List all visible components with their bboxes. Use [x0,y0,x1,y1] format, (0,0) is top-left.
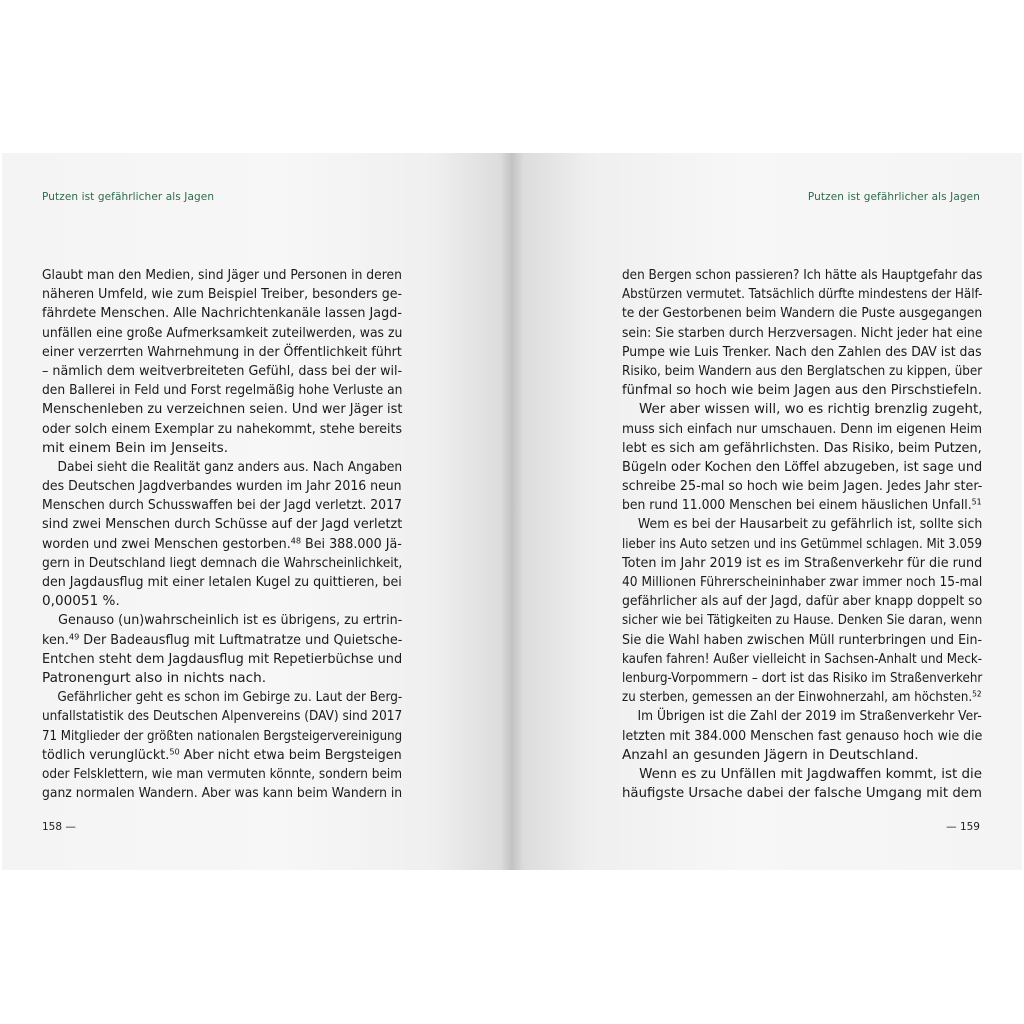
text-line: Toten im Jahr 2019 ist es im Straßenverkehr für die rund [622,554,983,571]
text-line: tödlich verunglückt.⁵⁰ Aber nicht etwa beim Bergsteigen [42,746,402,763]
text-line: oder Felsklettern, wie man vermuten könnte, sondern beim [42,765,403,782]
text-line: oder solch einem Exemplar zu nahekommt, stehe bereits [42,420,403,437]
text-line: sein: Sie starben durch Herzversagen. Nicht jeder hat eine [622,324,983,341]
text-line: Wem es bei der Hausarbeit zu gefährlich ist, sollte sich [622,516,983,533]
text-line: fährdete Menschen. Alle Nachrichtenkanäle lassen Jagd- [42,305,402,322]
text-line: schreibe 25-mal so hoch wie beim Jagen. Jedes Jahr ster- [622,478,983,495]
text-line: Entchen steht dem Jagdausflug mit Repetierbüchse und [42,650,403,667]
running-header-left: Putzen ist gefährlicher als Jagen [42,191,215,203]
text-line: lieber ins Auto setzen und ins Getümmel schlagen. Mit 3.059 [622,535,983,552]
text-line: muss sich einfach nur umschauen. Denn im eigenen Heim [622,420,983,437]
text-line: Dabei sieht die Realität ganz anders aus. Nach Angaben [42,458,403,475]
text-line: gefährlicher als auf der Jagd, dafür aber knapp doppelt so [622,593,983,610]
text-line: Menschenleben zu verzeichnen seien. Und wer Jäger ist [42,401,403,418]
right-page [512,153,1022,870]
text-line: Risiko, beim Wandern aus den Berglatschen zu kippen, über [622,362,983,379]
text-line: Patronengurt also in nichts nach. [42,669,267,686]
text-line: zu sterben, gemessen an der Einwohnerzahl, am höchsten.⁵² [622,689,982,706]
body-text-left [42,266,402,803]
text-line: unfallstatistik des Deutschen Alpenvereins (DAV) sind 2017 [42,708,403,725]
running-header-right: Putzen ist gefährlicher als Jagen [807,191,980,203]
text-line: Gefährlicher geht es schon im Gebirge zu. Laut der Berg- [42,689,403,706]
text-line: Anzahl an gesunden Jägern in Deutschland. [622,746,919,763]
text-line: lebt es sich am gefährlichsten. Das Risiko, beim Putzen, [622,439,982,456]
body-text-right [622,266,982,803]
text-line: te der Gestorbenen beim Wandern die Puste ausgegangen [622,305,983,322]
text-line: Menschen durch Schusswaffen bei der Jagd verletzt. 2017 [42,497,402,514]
text-line: letzten mit 384.000 Menschen fast genauso hoch wie die [622,727,983,744]
text-line: 71 Mitglieder der größten nationalen Bergsteigervereinigung [42,727,403,744]
text-line: 40 Millionen Führerscheininhaber zwar immer noch 15-mal [622,574,983,590]
text-line: Wer aber wissen will, wo es richtig brenzlig zugeht, [622,401,983,418]
text-line: kaufen fahren! Außer vielleicht in Sachsen-Anhalt und Meck- [622,650,983,667]
text-line: Pumpe wie Luis Trenker. Nach den Zahlen des DAV ist das [622,343,982,360]
text-line: – nämlich dem weitverbreiteten Gefühl, dass bei der wil- [42,362,403,379]
text-line: unfällen eine große Aufmerksamkeit zuteilwerden, was zu [42,324,403,341]
text-line: fünfmal so hoch wie beim Jagen aus den Pirschstiefeln. [622,382,982,399]
text-line: ganz normalen Wandern. Aber was kann beim Wandern in [42,785,403,802]
text-line: den Bergen schon passieren? Ich hätte als Hauptgefahr das [622,267,983,283]
text-line: gern in Deutschland liegt demnach die Wahrscheinlichkeit, [42,554,403,571]
page-number-right: — 159 [946,821,980,833]
text-line: ben rund 11.000 Menschen bei einem häuslichen Unfall.⁵¹ [622,497,982,514]
gutter-shadow [500,153,524,870]
text-line: worden und zwei Menschen gestorben.⁴⁸ Bei 388.000 Jä- [42,535,402,552]
text-line: lenburg-Vorpommern – dort ist das Risiko im Straßenverkehr [622,669,983,686]
text-line: Glaubt man den Medien, sind Jäger und Personen in deren [42,267,402,283]
text-line: näheren Umfeld, wie zum Beispiel Treiber, besonders ge- [42,286,403,303]
text-line: ken.⁴⁹ Der Badeausflug mit Luftmatratze und Quietsche- [42,631,403,648]
page-number-left: 158 — [42,821,76,833]
text-line: mit einem Bein im Jenseits. [42,439,229,456]
text-line: des Deutschen Jagdverbandes wurden im Jahr 2016 neun [42,478,402,495]
text-line: Sie die Wahl haben zwischen Müll runterbringen und Ein- [622,631,983,648]
text-line: 0,00051 %. [42,593,120,610]
text-line: sind zwei Menschen durch Schüsse auf der Jagd verletzt [42,516,403,533]
text-line: den Jagdausflug mit einer letalen Kugel zu quittieren, bei [42,574,402,590]
text-line: sicher wie bei Tätigkeiten zu Hause. Denken Sie daran, wenn [622,612,983,629]
left-page [2,153,512,870]
text-line: Wenn es zu Unfällen mit Jagdwaffen kommt, ist die [622,765,983,782]
book-spread [2,153,1022,870]
text-line: Abstürzen vermutet. Tatsächlich dürfte mindestens der Hälf- [622,286,983,303]
text-line: den Ballerei in Feld und Forst regelmäßig hohe Verluste an [42,382,403,399]
text-line: Im Übrigen ist die Zahl der 2019 im Straßenverkehr Ver- [622,708,982,725]
text-line: häufigste Ursache dabei der falsche Umgang mit dem [622,785,982,802]
text-line: Bügeln oder Kochen den Löffel abzugeben, ist sage und [622,458,983,475]
text-line: Genauso (un)wahrscheinlich ist es übrigens, zu ertrin- [42,612,403,629]
text-line: einer verzerrten Wahrnehmung in der Öffentlichkeit führt [42,343,402,360]
